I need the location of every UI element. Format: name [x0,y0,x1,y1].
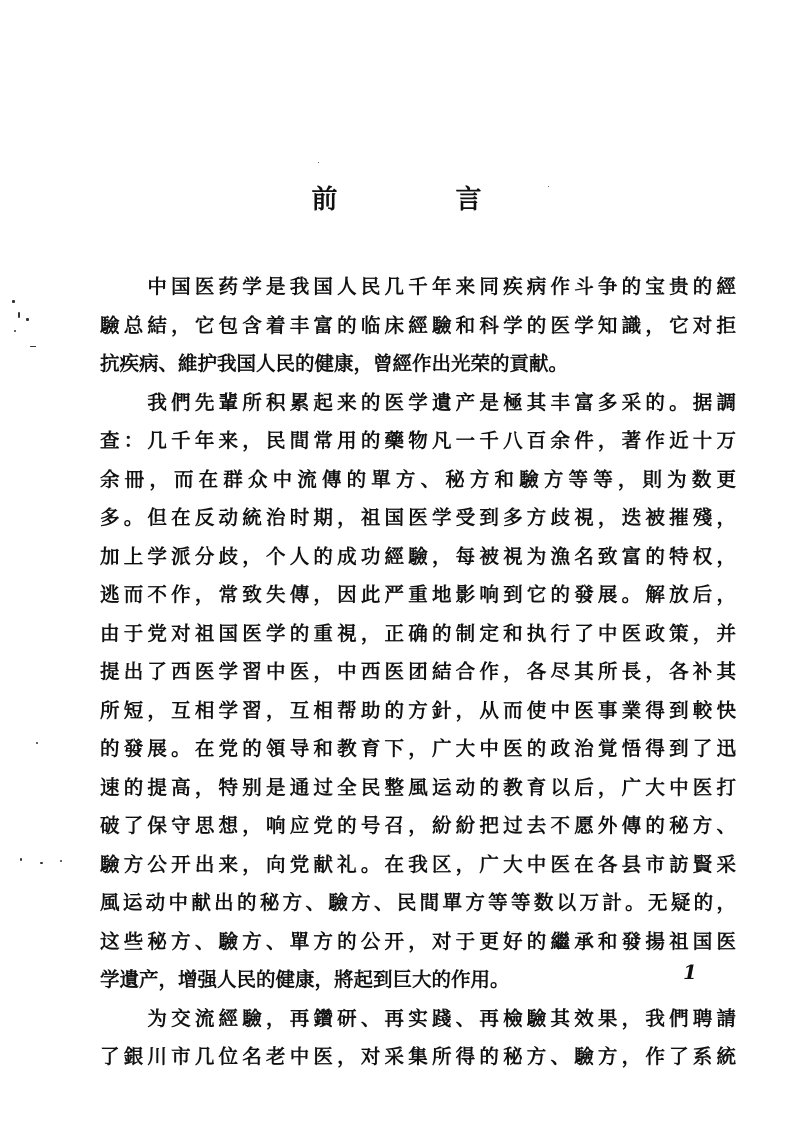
page-title: 前 言 [311,185,528,215]
body-text [100,268,736,1077]
text-line: 查：几千年来，民間常用的藥物凡一千八百余件，著作近十万 [100,429,736,452]
scan-speck [548,186,549,187]
text-line: 加上学派分歧，个人的成功經驗，每被視为漁名致富的特权， [100,544,736,568]
text-line: 破了保守思想，响应党的号召，紛紛把过去不愿外傳的秘方、 [100,814,736,837]
text-line: 了銀川市几位名老中医，对采集所得的秘方、驗方，作了系統 [100,1045,736,1068]
text-line: 我們先輩所积累起来的医学遺产是極其丰富多采的。据調 [100,390,736,414]
text-line: 逃而不作，常致失傳，因此严重地影响到它的發展。解放后， [100,583,736,606]
scan-speck [26,318,29,321]
scan-speck [20,858,22,861]
text-line: 由于党对祖国医学的重視，正确的制定和执行了中医政策，并 [100,621,736,645]
scan-speck [60,860,62,862]
scan-speck [12,300,15,303]
text-line: 風运动中献出的秘方、驗方、民間單方等等数以万計。无疑的， [100,891,736,914]
text-line: 学遺产，增强人民的健康，將起到巨大的作用。 [100,968,510,991]
scan-speck [40,862,43,864]
text-line: 速的提高，特别是通过全民整風运动的教育以后，广大中医打 [100,775,736,799]
paragraph-1 [100,268,736,384]
page-number: 1 [683,960,697,984]
scan-speck [18,312,20,318]
text-line: 提出了西医学習中医，中西医团結合作，各尽其所長，各补其 [100,660,736,683]
text-line: 的發展。在党的領导和教育下，广大中医的政治覚悟得到了迅 [100,737,736,760]
text-line: 驗方公开出来，向党献礼。在我区，广大中医在各县市訪賢采 [100,852,736,876]
scan-speck [30,346,36,347]
text-line: 这些秘方、驗方、單方的公开，对于更好的繼承和發揚祖国医 [100,929,736,953]
paragraph-3 [100,1000,736,1077]
text-line: 中国医药学是我国人民几千年来同疾病作斗争的宝贵的經 [100,275,736,298]
text-line: 驗总結，它包含着丰富的临床經驗和科学的医学知識，它对拒 [100,313,736,337]
text-line: 为交流經驗，再鑽研、再实踐、再檢驗其效果，我們聘請 [100,1006,736,1030]
scan-speck [14,330,16,332]
paragraph-2 [100,384,736,1000]
text-line: 所短，互相学習，互相帮助的方針，从而使中医事業得到較快 [100,698,736,722]
text-line: 余冊，而在群众中流傳的單方、秘方和驗方等等，則为数更 [100,467,736,491]
scan-speck [318,162,319,163]
text-line: 抗疾病、維护我国人民的健康，曾經作出光荣的貢献。 [100,352,569,375]
text-line: 多。但在反动統治时期，祖国医学受到多方歧視，迭被摧殘， [100,506,736,529]
scan-speck [36,742,38,744]
